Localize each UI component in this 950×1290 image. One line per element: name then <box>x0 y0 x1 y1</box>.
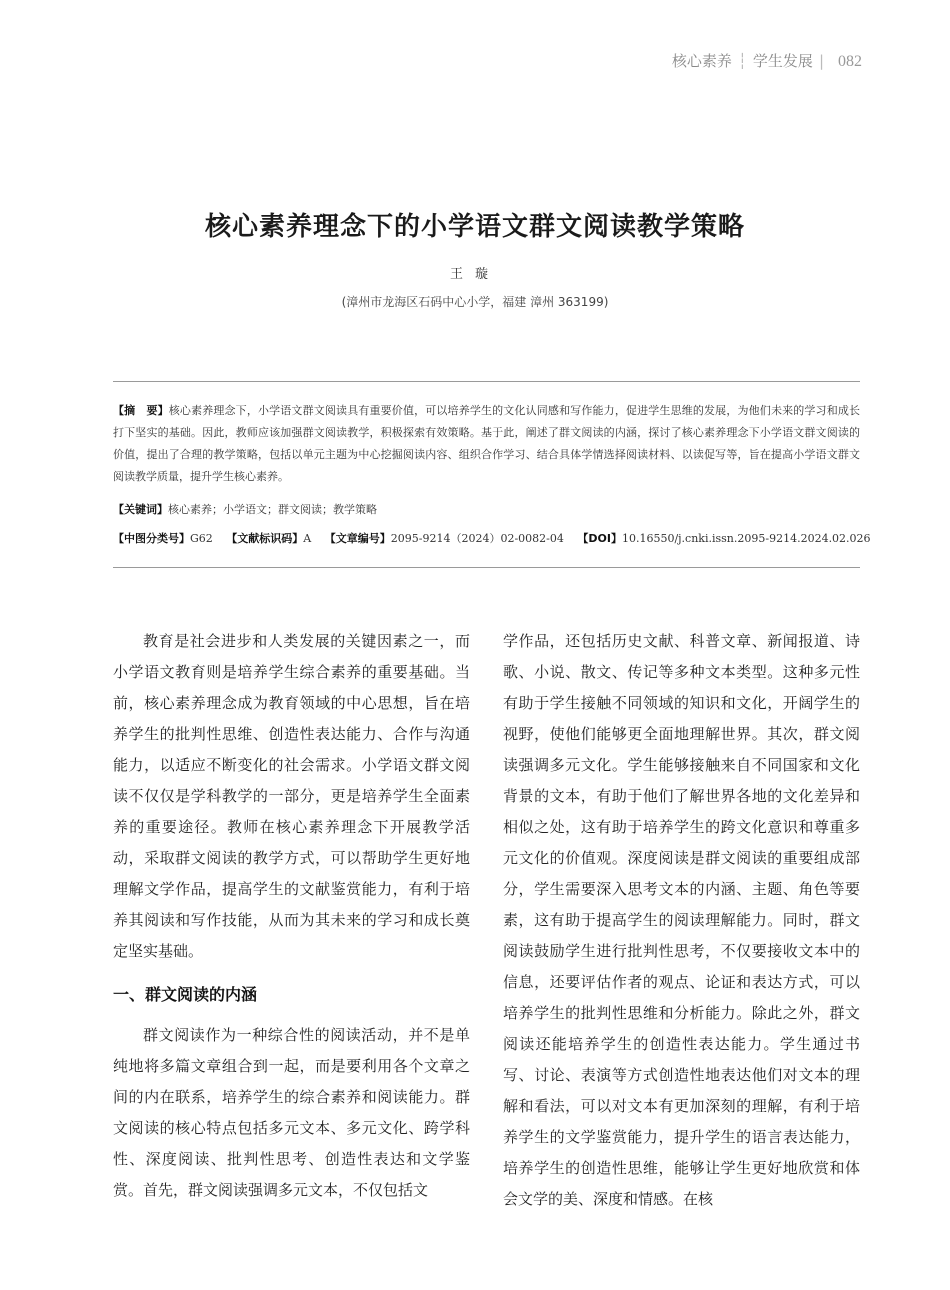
header-separator-2: | <box>818 52 824 70</box>
right-column <box>503 626 860 1215</box>
header-category: 学生发展 <box>752 52 813 70</box>
article-no-value: 2095-9214（2024）02-0082-04 <box>390 532 564 545</box>
abstract <box>113 400 860 488</box>
article-author: 王璇 <box>449 267 500 282</box>
section1-paragraph-continued: 学作品，还包括历史文献、科普文章、新闻报道、诗歌、小说、散文、传记等多种文本类型。这种多元性有助于学生接触不同领域的知识和文化，开阔学生的视野，使他们能够更全面地理解世界。其次，群文阅读强调多元文化。学生能够接触来自不同国家和文化背景的文本，有助于他们了解世界各地的文化差异和相似之处，这有助于培养学生的跨文化意识和尊重多元文化的价值观。深度阅读是群文阅读的重要组成部分，学生需要深入思考文本的内涵、主题、角色等要素，这有助于提高学生的阅读理解能力。同时，群文阅读鼓励学生进行批判性思考，不仅要接收文本中的信息，还要评估作者的观点、论证和表达方式，可以培养学生的批判性思维和分析能力。除此之外，群文阅读还能培养学生的创造性表达能力。学生通过书写、讨论、表演等方式创造性地表达他们对文本的理解和看法，可以对文本有更加深刻的理解，有利于培养学生的文学鉴赏能力，提升学生的语言表达能力，培养学生的创造性思维，能够让学生更好地欣赏和体会文学的美、深度和情感。在核 <box>503 632 860 1208</box>
doc-code-value: A <box>303 532 312 545</box>
intro-paragraph: 教育是社会进步和人类发展的关键因素之一，而小学语文教育则是培养学生综合素养的重要基础。当前，核心素养理念成为教育领域的中心思想，旨在培养学生的批判性思维、创造性表达能力、合作与沟通能力，以适应不断变化的社会需求。小学语文群文阅读不仅仅是学科教学的一部分，更是培养学生全面素养的重要途径。教师在核心素养理念下开展教学活动，采取群文阅读的教学方式，可以帮助学生更好地理解文学作品，提高学生的文献鉴赏能力，有利于培养其阅读和写作技能，从而为其未来的学习和成长奠定坚实基础。 <box>113 632 470 960</box>
top-divider <box>113 381 860 382</box>
section1-paragraph: 群文阅读作为一种综合性的阅读活动，并不是单纯地将多篇文章组合到一起，而是要利用各个文章之间的内在联系，培养学生的综合素养和阅读能力。群文阅读的核心特点包括多元文本、多元文化、跨学科性、深度阅读、批判性思考、创造性表达和文学鉴赏。首先，群文阅读强调多元文本，不仅包括文 <box>113 1026 470 1199</box>
header-separator: ┆ <box>737 52 747 70</box>
bottom-divider <box>113 567 860 568</box>
doi-label: 【DOI】 <box>577 532 622 545</box>
header-section: 核心素养 <box>671 52 732 70</box>
doc-code-label: 【文献标识码】 <box>226 532 304 545</box>
running-header <box>672 50 862 71</box>
left-column <box>113 626 470 1206</box>
classification-line <box>113 529 873 549</box>
article-no-label: 【文章编号】 <box>324 532 391 545</box>
clc-label: 【中图分类号】 <box>113 532 190 545</box>
article-title: 核心素养理念下的小学语文群文阅读教学策略 <box>204 212 745 242</box>
doi-value: 10.16550/j.cnki.issn.2095-9214.2024.02.026 <box>621 532 871 545</box>
clc-value: G62 <box>190 532 213 545</box>
abstract-text: 核心素养理念下，小学语文群文阅读具有重要价值，可以培养学生的文化认同感和写作能力，促进学生思维的发展，为他们未来的学习和成长打下坚实的基础。因此，教师应该加强群文阅读教学，积极探索有效策略。基于此，阐述了群文阅读的内涵，探讨了核心素养理念下小学语文群文阅读的价值，提出了合理的教学策略，包括以单元主题为中心挖掘阅读内容、组织合作学习、结合具体学情选择阅读材料、以读促写等，旨在提高小学语文群文阅读教学质量，提升学生核心素养。 <box>113 404 861 483</box>
keywords-text: 核心素养；小学语文；群文阅读；教学策略 <box>168 503 377 516</box>
keywords <box>113 500 860 520</box>
page-number: 082 <box>838 53 862 70</box>
section-heading: 一、群文阅读的内涵 <box>113 985 258 1004</box>
author-affiliation: (漳州市龙海区石码中心小学，福建 漳州 363199) <box>341 295 609 309</box>
abstract-label: 【摘 要】 <box>113 404 169 417</box>
keywords-label: 【关键词】 <box>113 503 168 516</box>
